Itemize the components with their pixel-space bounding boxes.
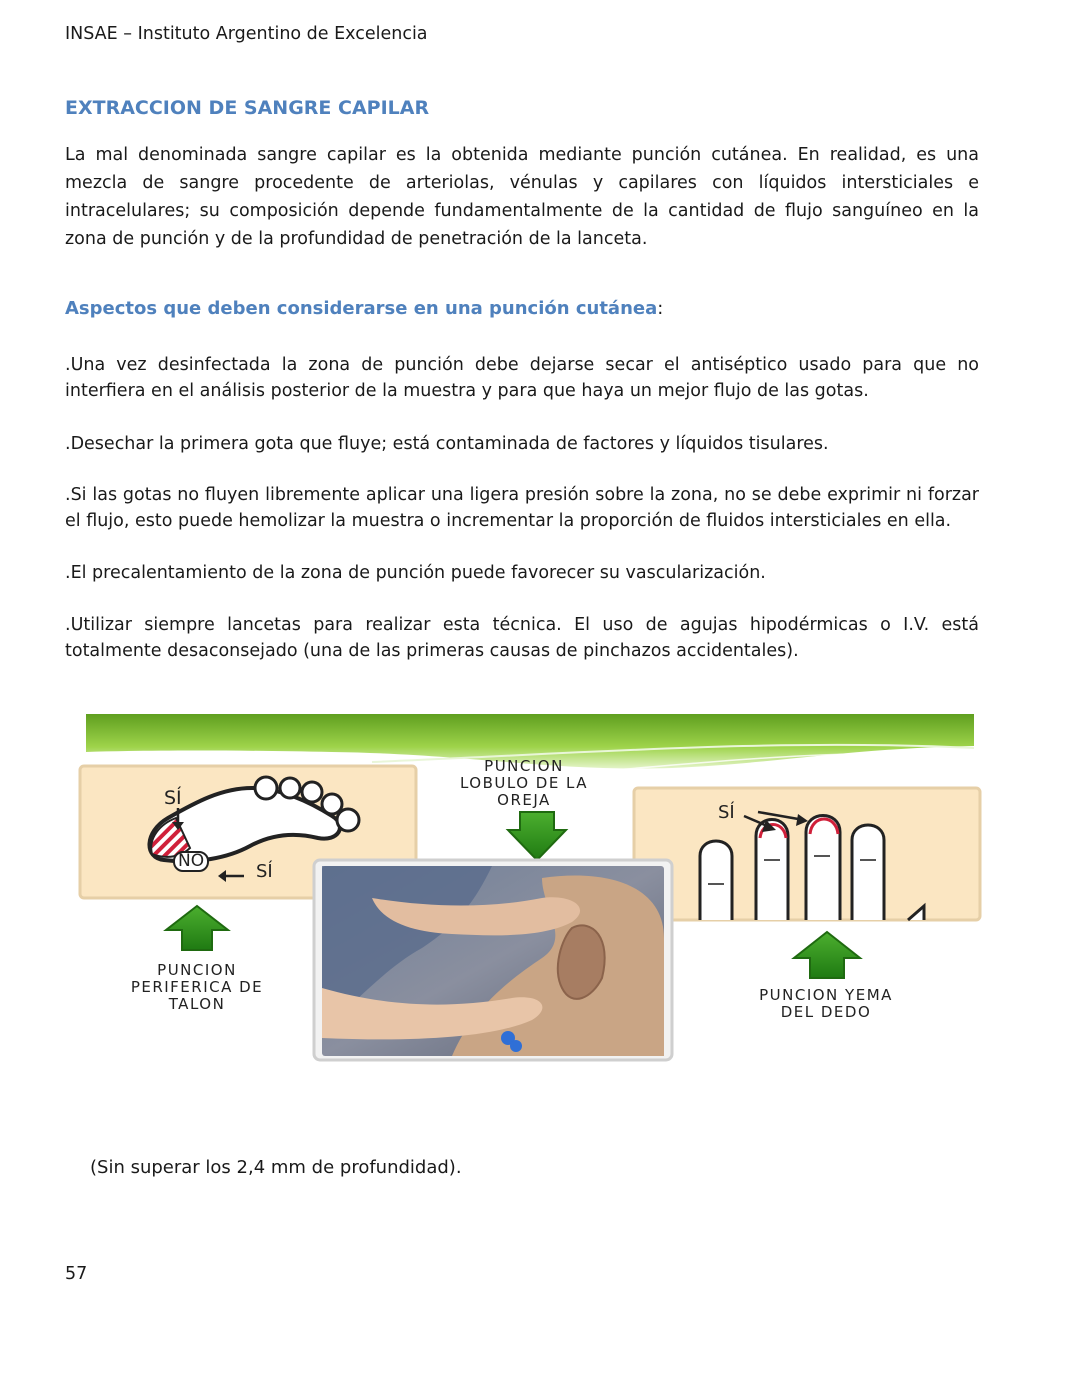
point-3: .Si las gotas no fluyen libremente aplicar una ligera presión sobre la zona, no se debe exprimir ni forzar el flujo, esto puede hemolizar la muestra o incrementar la proporción de fluidos intersticiales en ella. <box>65 485 979 531</box>
point-5: .Utilizar siempre lancetas para realizar esta técnica. El uso de agujas hipodérmicas o I.V. está totalmente desaconsejado (una de las primeras causas de pinchazos accidentales). <box>65 615 979 661</box>
page-header: INSAE – Instituto Argentino de Excelencia <box>65 24 428 44</box>
aspects-heading-text: Aspectos que deben considerarse en una punción cutánea <box>65 298 658 319</box>
aspects-heading <box>65 298 663 319</box>
heel-arrow-icon <box>166 906 228 950</box>
point-1: .Una vez desinfectada la zona de punción debe dejarse secar el antiséptico usado para que no interfiera en el análisis posterior de la muestra y para que haya un mejor flujo de las gotas. <box>65 355 979 401</box>
ear-arrow-icon <box>508 812 566 860</box>
finger-puncture-label: PUNCION YEMA DEL DEDO <box>759 986 893 1021</box>
heel-no-label: NO <box>173 851 209 872</box>
finger-arrow-icon <box>794 932 860 978</box>
figure-caption: (Sin superar los 2,4 mm de profundidad). <box>90 1157 462 1178</box>
heel-si-side-label: SÍ <box>256 861 273 882</box>
ear-puncture-label: PUNCION LOBULO DE LA OREJA <box>459 757 589 809</box>
finger-panel <box>634 788 980 920</box>
point-4: .El precalentamiento de la zona de punción puede favorecer su vascularización. <box>65 563 766 583</box>
ear-photo <box>314 860 672 1060</box>
intro-paragraph: La mal denominada sangre capilar es la obtenida mediante punción cutánea. En realidad, es una mezcla de sangre procedente de arteriolas, vénulas y capilares con líquidos intersticiales e intracelulares; su composición depende fundamentalmente de la cantidad de flujo sanguíneo en la zona de punción y de la profundidad de penetración de la lanceta. <box>65 145 979 249</box>
aspects-heading-colon: : <box>657 298 664 319</box>
point-2: .Desechar la primera gota que fluye; está contaminada de factores y líquidos tisulares. <box>65 434 829 454</box>
section-title: EXTRACCION DE SANGRE CAPILAR <box>65 97 430 119</box>
puncture-sites-figure <box>72 708 984 1070</box>
page-number: 57 <box>65 1264 88 1284</box>
heel-si-top-label: SÍ <box>164 787 182 809</box>
finger-si-label: SÍ <box>718 802 735 823</box>
heel-puncture-label: PUNCION PERIFERICA DE TALON <box>130 961 264 1013</box>
